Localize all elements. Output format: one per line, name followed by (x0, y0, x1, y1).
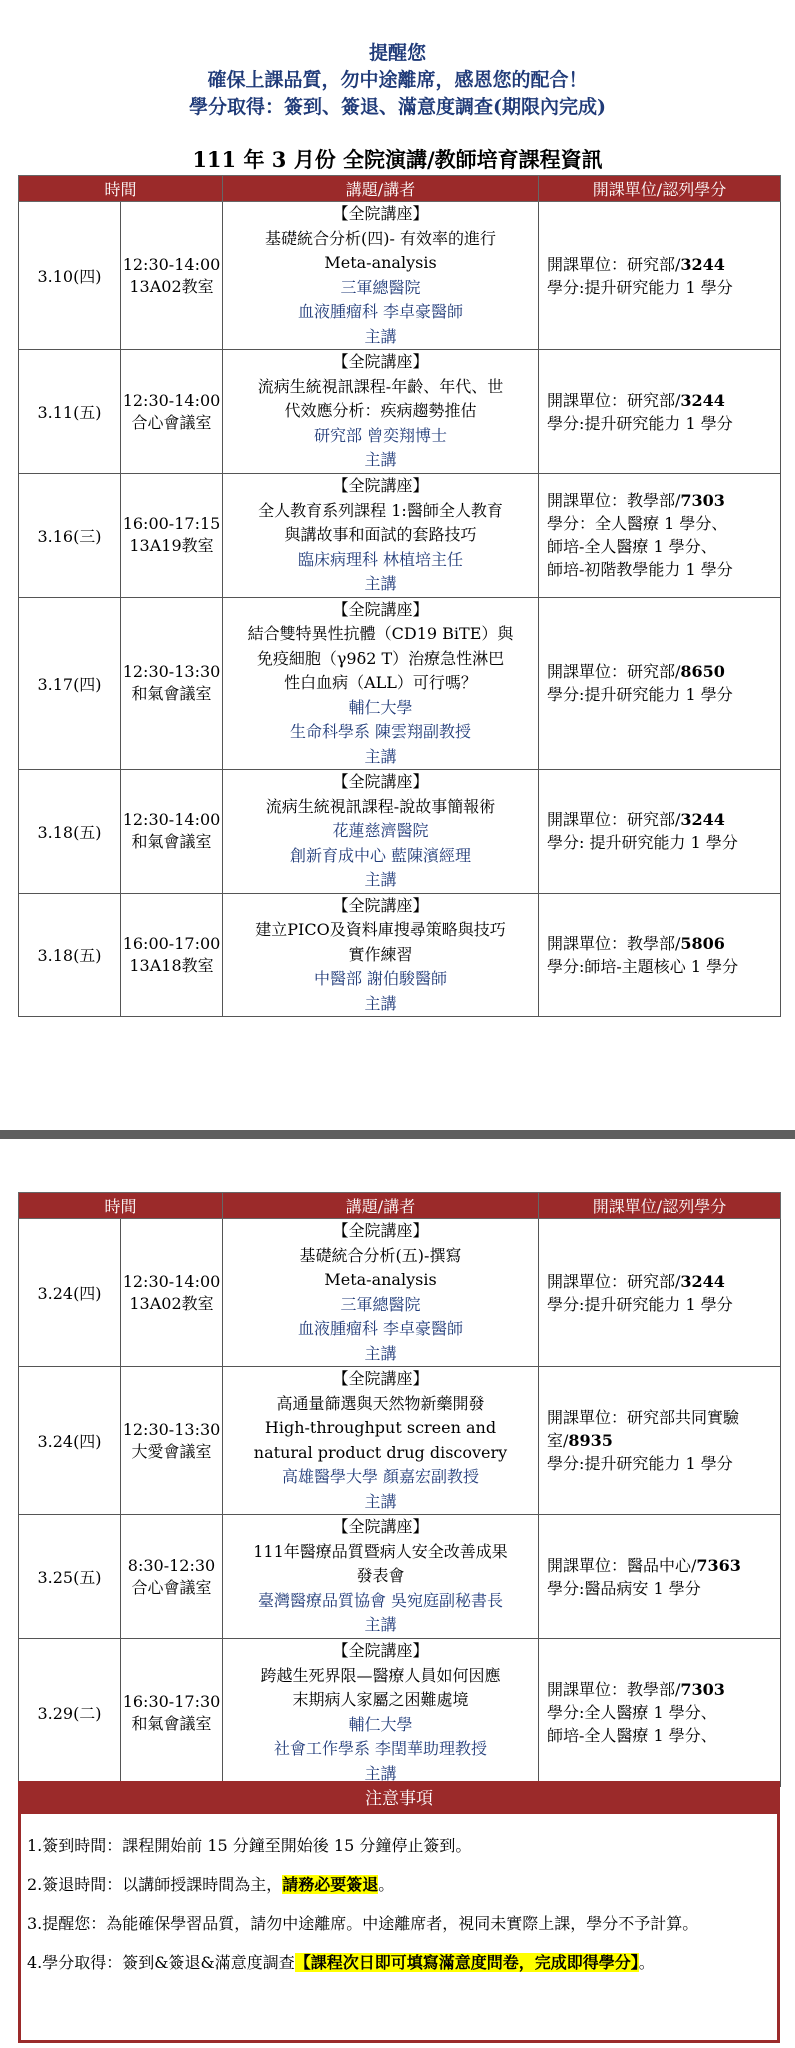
header-unit: 開課單位/認列學分 (539, 176, 781, 202)
table-row (19, 202, 781, 350)
credit-line: 學分: 提升研究能力 1 學分 (547, 833, 738, 853)
page-title: 111 年 3 月份 全院演講/教師培育課程資訊 (192, 147, 603, 172)
speaker-role: 主講 (364, 746, 397, 766)
speaker-role: 主講 (364, 1763, 397, 1783)
speaker-name: 高雄醫學大學 顏嘉宏副教授 (281, 1467, 480, 1486)
course-time: 16:30-17:30 (122, 1691, 221, 1711)
course-time: 12:30-13:30 (122, 662, 221, 682)
course-place: 和氣會議室 (131, 832, 212, 852)
host-unit (547, 932, 780, 955)
host-unit (547, 660, 780, 683)
course-unit-credits (539, 1219, 781, 1367)
course-category: 【全院講座】 (332, 352, 429, 372)
speaker-role: 主講 (364, 574, 397, 593)
reminder-notice (0, 40, 795, 121)
course-time: 12:30-14:00 (122, 254, 221, 274)
note-3: 3.提醒您：為能確保學習品質，請勿中途離席。中途離席者，視同未實際上課，學分不予計算。 (27, 1914, 699, 1933)
course-topic (223, 202, 539, 350)
course-category: 【全院講座】 (332, 599, 429, 619)
speaker-organization: 花蓮慈濟醫院 (332, 821, 429, 840)
header-unit: 開課單位/認列學分 (539, 1193, 781, 1219)
course-unit-credits (539, 1515, 781, 1639)
course-place: 和氣會議室 (131, 684, 212, 704)
note-2-end: 。 (378, 1875, 395, 1894)
note-1: 1.簽到時間：課程開始前 15 分鐘至開始後 15 分鐘停止簽到。 (27, 1836, 472, 1855)
course-category: 【全院講座】 (332, 1641, 429, 1660)
topic-line: 結合雙特異性抗體（CD19 BiTE）與 (247, 624, 514, 643)
table-row (19, 1515, 781, 1639)
credit-line: 師培-初階教學能力 1 學分 (547, 560, 733, 580)
topic-line: 高通量篩選與天然物新藥開發 (276, 1393, 485, 1413)
host-unit-label: 開課單位：研究部/ (547, 662, 681, 682)
speaker-role: 主講 (364, 870, 397, 889)
speaker-role: 主講 (364, 450, 397, 470)
table-row (19, 474, 781, 598)
topic-line: 發表會 (356, 1566, 405, 1586)
table-header-row (19, 176, 781, 202)
course-time-place (121, 770, 223, 894)
speaker-name: 中醫部 謝伯駿醫師 (313, 969, 448, 988)
course-time: 16:00-17:00 (122, 933, 221, 953)
course-category: 【全院講座】 (332, 1369, 429, 1388)
course-time-place (121, 1219, 223, 1367)
course-date: 3.24(四) (19, 1367, 121, 1515)
speaker-name: 血液腫瘤科 李卓豪醫師 (297, 1319, 464, 1338)
host-unit-label: 開課單位：研究部/ (547, 810, 681, 830)
topic-line: 全人教育系列課程 1:醫師全人教育 (258, 500, 503, 520)
schedule-table-1 (18, 175, 781, 1017)
host-unit (547, 489, 780, 512)
host-unit-label: 開課單位：研究部共同實驗室/ (547, 1408, 740, 1450)
topic-line: 免疫細胞（γ9δ2 T）治療急性淋巴 (256, 648, 505, 668)
notice-line-3: 學分取得：簽到、簽退、滿意度調查(期限內完成) (189, 96, 606, 118)
speaker-organization: 輔仁大學 (348, 697, 413, 717)
course-date: 3.10(四) (19, 202, 121, 350)
host-unit-code: 8650 (680, 662, 725, 682)
topic-line: 基礎統合分析(四)- 有效率的進行 (265, 228, 496, 248)
host-unit-code: 3244 (680, 810, 725, 830)
host-unit-code: 7303 (680, 491, 725, 511)
table-row (19, 1367, 781, 1515)
header-topic: 講題/講者 (223, 176, 539, 202)
course-unit-credits (539, 770, 781, 894)
topic-line: natural product drug discovery (253, 1442, 508, 1462)
schedule-table-2 (18, 1192, 781, 1787)
course-topic (223, 474, 539, 598)
table-row (19, 1219, 781, 1367)
speaker-name: 血液腫瘤科 李卓豪醫師 (297, 302, 464, 321)
notes-box (18, 1781, 780, 2043)
topic-line: Meta-analysis (324, 253, 437, 272)
course-date: 3.17(四) (19, 597, 121, 770)
credit-line: 學分:提升研究能力 1 學分 (547, 1294, 733, 1314)
host-unit-label: 開課單位：研究部/ (547, 390, 681, 410)
course-topic (223, 770, 539, 894)
course-place: 13A18教室 (129, 955, 214, 975)
course-unit-credits (539, 1639, 781, 1787)
topic-line: 跨越生死界限—醫療人員如何因應 (260, 1665, 501, 1685)
course-unit-credits (539, 350, 781, 474)
notice-line-1: 提醒您 (368, 42, 426, 64)
note-2-text: 2.簽退時間：以講師授課時間為主， (27, 1875, 283, 1894)
host-unit-label: 開課單位：教學部/ (547, 933, 681, 953)
course-place: 13A02教室 (129, 276, 214, 296)
course-time: 8:30-12:30 (127, 1555, 216, 1575)
course-topic (223, 893, 539, 1017)
table-header-row (19, 1193, 781, 1219)
course-time: 12:30-14:00 (122, 390, 221, 410)
host-unit-code: 3244 (680, 390, 725, 410)
credit-line: 學分:提升研究能力 1 學分 (547, 685, 733, 705)
course-time-place (121, 893, 223, 1017)
note-2-highlight: 請務必要簽退 (282, 1875, 379, 1894)
topic-line: 實作練習 (348, 944, 413, 964)
speaker-role: 主講 (364, 326, 397, 346)
course-place: 大愛會議室 (131, 1441, 212, 1461)
course-time: 12:30-14:00 (122, 1271, 221, 1291)
notes-body (21, 1814, 777, 1982)
course-date: 3.18(五) (19, 770, 121, 894)
speaker-role: 主講 (364, 1615, 397, 1635)
topic-line: 流病生統視訊課程-說故事簡報術 (265, 796, 496, 816)
host-unit (547, 1554, 780, 1577)
course-topic (223, 1367, 539, 1515)
course-date: 3.16(三) (19, 474, 121, 598)
host-unit (547, 1678, 780, 1701)
host-unit-code: 3244 (680, 1271, 725, 1291)
course-time-place (121, 202, 223, 350)
topic-line: 111年醫療品質暨病人安全改善成果 (253, 1541, 508, 1561)
speaker-role: 主講 (364, 1343, 397, 1363)
table-row (19, 770, 781, 894)
course-time: 12:30-14:00 (122, 810, 221, 830)
notice-line-2: 確保上課品質，勿中途離席，感恩您的配合！ (207, 69, 588, 91)
credit-line: 師培-全人醫療 1 學分、 (547, 1726, 717, 1745)
course-date: 3.18(五) (19, 893, 121, 1017)
course-time: 16:00-17:15 (122, 514, 221, 534)
course-date: 3.24(四) (19, 1219, 121, 1367)
course-topic (223, 597, 539, 770)
host-unit (547, 1406, 780, 1452)
course-time-place (121, 350, 223, 474)
course-date: 3.29(二) (19, 1639, 121, 1787)
speaker-name: 創新育成中心 藍陳濱經理 (289, 845, 472, 865)
credit-line: 學分:提升研究能力 1 學分 (547, 277, 733, 297)
course-place: 合心會議室 (131, 412, 212, 432)
course-place: 和氣會議室 (131, 1713, 212, 1733)
page-divider (0, 1130, 795, 1139)
host-unit (547, 1270, 780, 1293)
note-4-text: 4.學分取得：簽到&簽退&滿意度調查 (27, 1953, 295, 1972)
topic-line: 流病生統視訊課程-年齡、年代、世 (257, 376, 504, 396)
note-4-end: 。 (638, 1953, 655, 1972)
credit-line: 師培-全人醫療 1 學分、 (547, 537, 717, 557)
note-4-highlight: 【課程次日即可填寫滿意度問卷，完成即得學分】 (294, 1953, 639, 1972)
course-category: 【全院講座】 (332, 476, 429, 495)
speaker-name: 臨床病理科 林植培主任 (297, 549, 464, 569)
host-unit-label: 開課單位：醫品中心/ (547, 1555, 697, 1575)
host-unit (547, 808, 780, 831)
course-category: 【全院講座】 (332, 204, 429, 223)
course-time: 12:30-13:30 (122, 1419, 221, 1439)
host-unit (547, 389, 780, 412)
course-place: 13A02教室 (129, 1293, 214, 1313)
course-time-place (121, 1639, 223, 1787)
host-unit-code: 7303 (680, 1680, 725, 1699)
course-unit-credits (539, 474, 781, 598)
topic-line: 代效應分析：疾病趨勢推估 (284, 401, 477, 421)
credit-line: 學分:提升研究能力 1 學分 (547, 413, 733, 433)
table-row (19, 893, 781, 1017)
credit-line: 學分:師培-主題核心 1 學分 (547, 956, 739, 976)
speaker-role: 主講 (364, 993, 397, 1013)
course-topic (223, 350, 539, 474)
table-row (19, 1639, 781, 1787)
course-unit-credits (539, 893, 781, 1017)
course-date: 3.25(五) (19, 1515, 121, 1639)
header-time: 時間 (19, 1193, 223, 1219)
course-unit-credits (539, 597, 781, 770)
host-unit-label: 開課單位：研究部/ (547, 254, 681, 274)
topic-line: 性白血病（ALL）可行嗎？ (284, 673, 477, 692)
credit-line: 學分:提升研究能力 1 學分 (547, 1454, 733, 1473)
header-topic: 講題/講者 (223, 1193, 539, 1219)
course-unit-credits (539, 202, 781, 350)
topic-line: 建立PICO及資料庫搜尋策略與技巧 (255, 920, 506, 939)
table-row (19, 597, 781, 770)
course-topic (223, 1639, 539, 1787)
topic-line: High-throughput screen and (264, 1418, 497, 1437)
speaker-name: 社會工作學系 李閏華助理教授 (273, 1739, 488, 1758)
credit-line: 學分:全人醫療 1 學分、 (547, 1703, 717, 1722)
page-2 (0, 1139, 795, 2048)
course-category: 【全院講座】 (332, 772, 429, 791)
note-4 (27, 1943, 771, 1982)
speaker-name: 臺灣醫療品質協會 吳宛庭副秘書長 (257, 1590, 504, 1610)
speaker-role: 主講 (364, 1491, 397, 1511)
host-unit-label: 開課單位：教學部/ (547, 1680, 681, 1699)
course-unit-credits (539, 1367, 781, 1515)
note-2 (27, 1865, 771, 1904)
course-time-place (121, 474, 223, 598)
course-category: 【全院講座】 (332, 1517, 429, 1537)
course-time-place (121, 1367, 223, 1515)
host-unit-code: 5806 (680, 933, 725, 953)
speaker-organization: 三軍總醫院 (340, 277, 421, 297)
speaker-organization: 輔仁大學 (348, 1714, 413, 1734)
host-unit-code: 3244 (680, 254, 725, 274)
course-topic (223, 1515, 539, 1639)
course-date: 3.11(五) (19, 350, 121, 474)
topic-line: 基礎統合分析(五)-撰寫 (299, 1245, 462, 1265)
course-category: 【全院講座】 (332, 895, 429, 915)
notes-title: 注意事項 (21, 1784, 777, 1814)
host-unit (547, 253, 780, 276)
course-category: 【全院講座】 (332, 1221, 429, 1240)
course-time-place (121, 597, 223, 770)
course-topic (223, 1219, 539, 1367)
course-time-place (121, 1515, 223, 1639)
speaker-organization: 三軍總醫院 (340, 1294, 421, 1314)
course-place: 合心會議室 (131, 1577, 212, 1597)
credit-line: 學分:醫品病安 1 學分 (547, 1578, 701, 1598)
host-unit-label: 開課單位：研究部/ (547, 1271, 681, 1291)
header-time: 時間 (19, 176, 223, 202)
topic-line: 末期病人家屬之困難處境 (292, 1690, 469, 1709)
topic-line: Meta-analysis (324, 1270, 437, 1289)
host-unit-code: 7363 (696, 1555, 741, 1575)
table-row (19, 350, 781, 474)
credit-line: 學分：全人醫療 1 學分、 (547, 514, 728, 534)
host-unit-code: 8935 (568, 1431, 613, 1450)
course-place: 13A19教室 (129, 536, 214, 556)
topic-line: 與講故事和面試的套路技巧 (284, 525, 477, 544)
speaker-name: 生命科學系 陳雲翔副教授 (289, 722, 472, 741)
speaker-name: 研究部 曾奕翔博士 (313, 425, 448, 445)
host-unit-label: 開課單位：教學部/ (547, 491, 681, 511)
